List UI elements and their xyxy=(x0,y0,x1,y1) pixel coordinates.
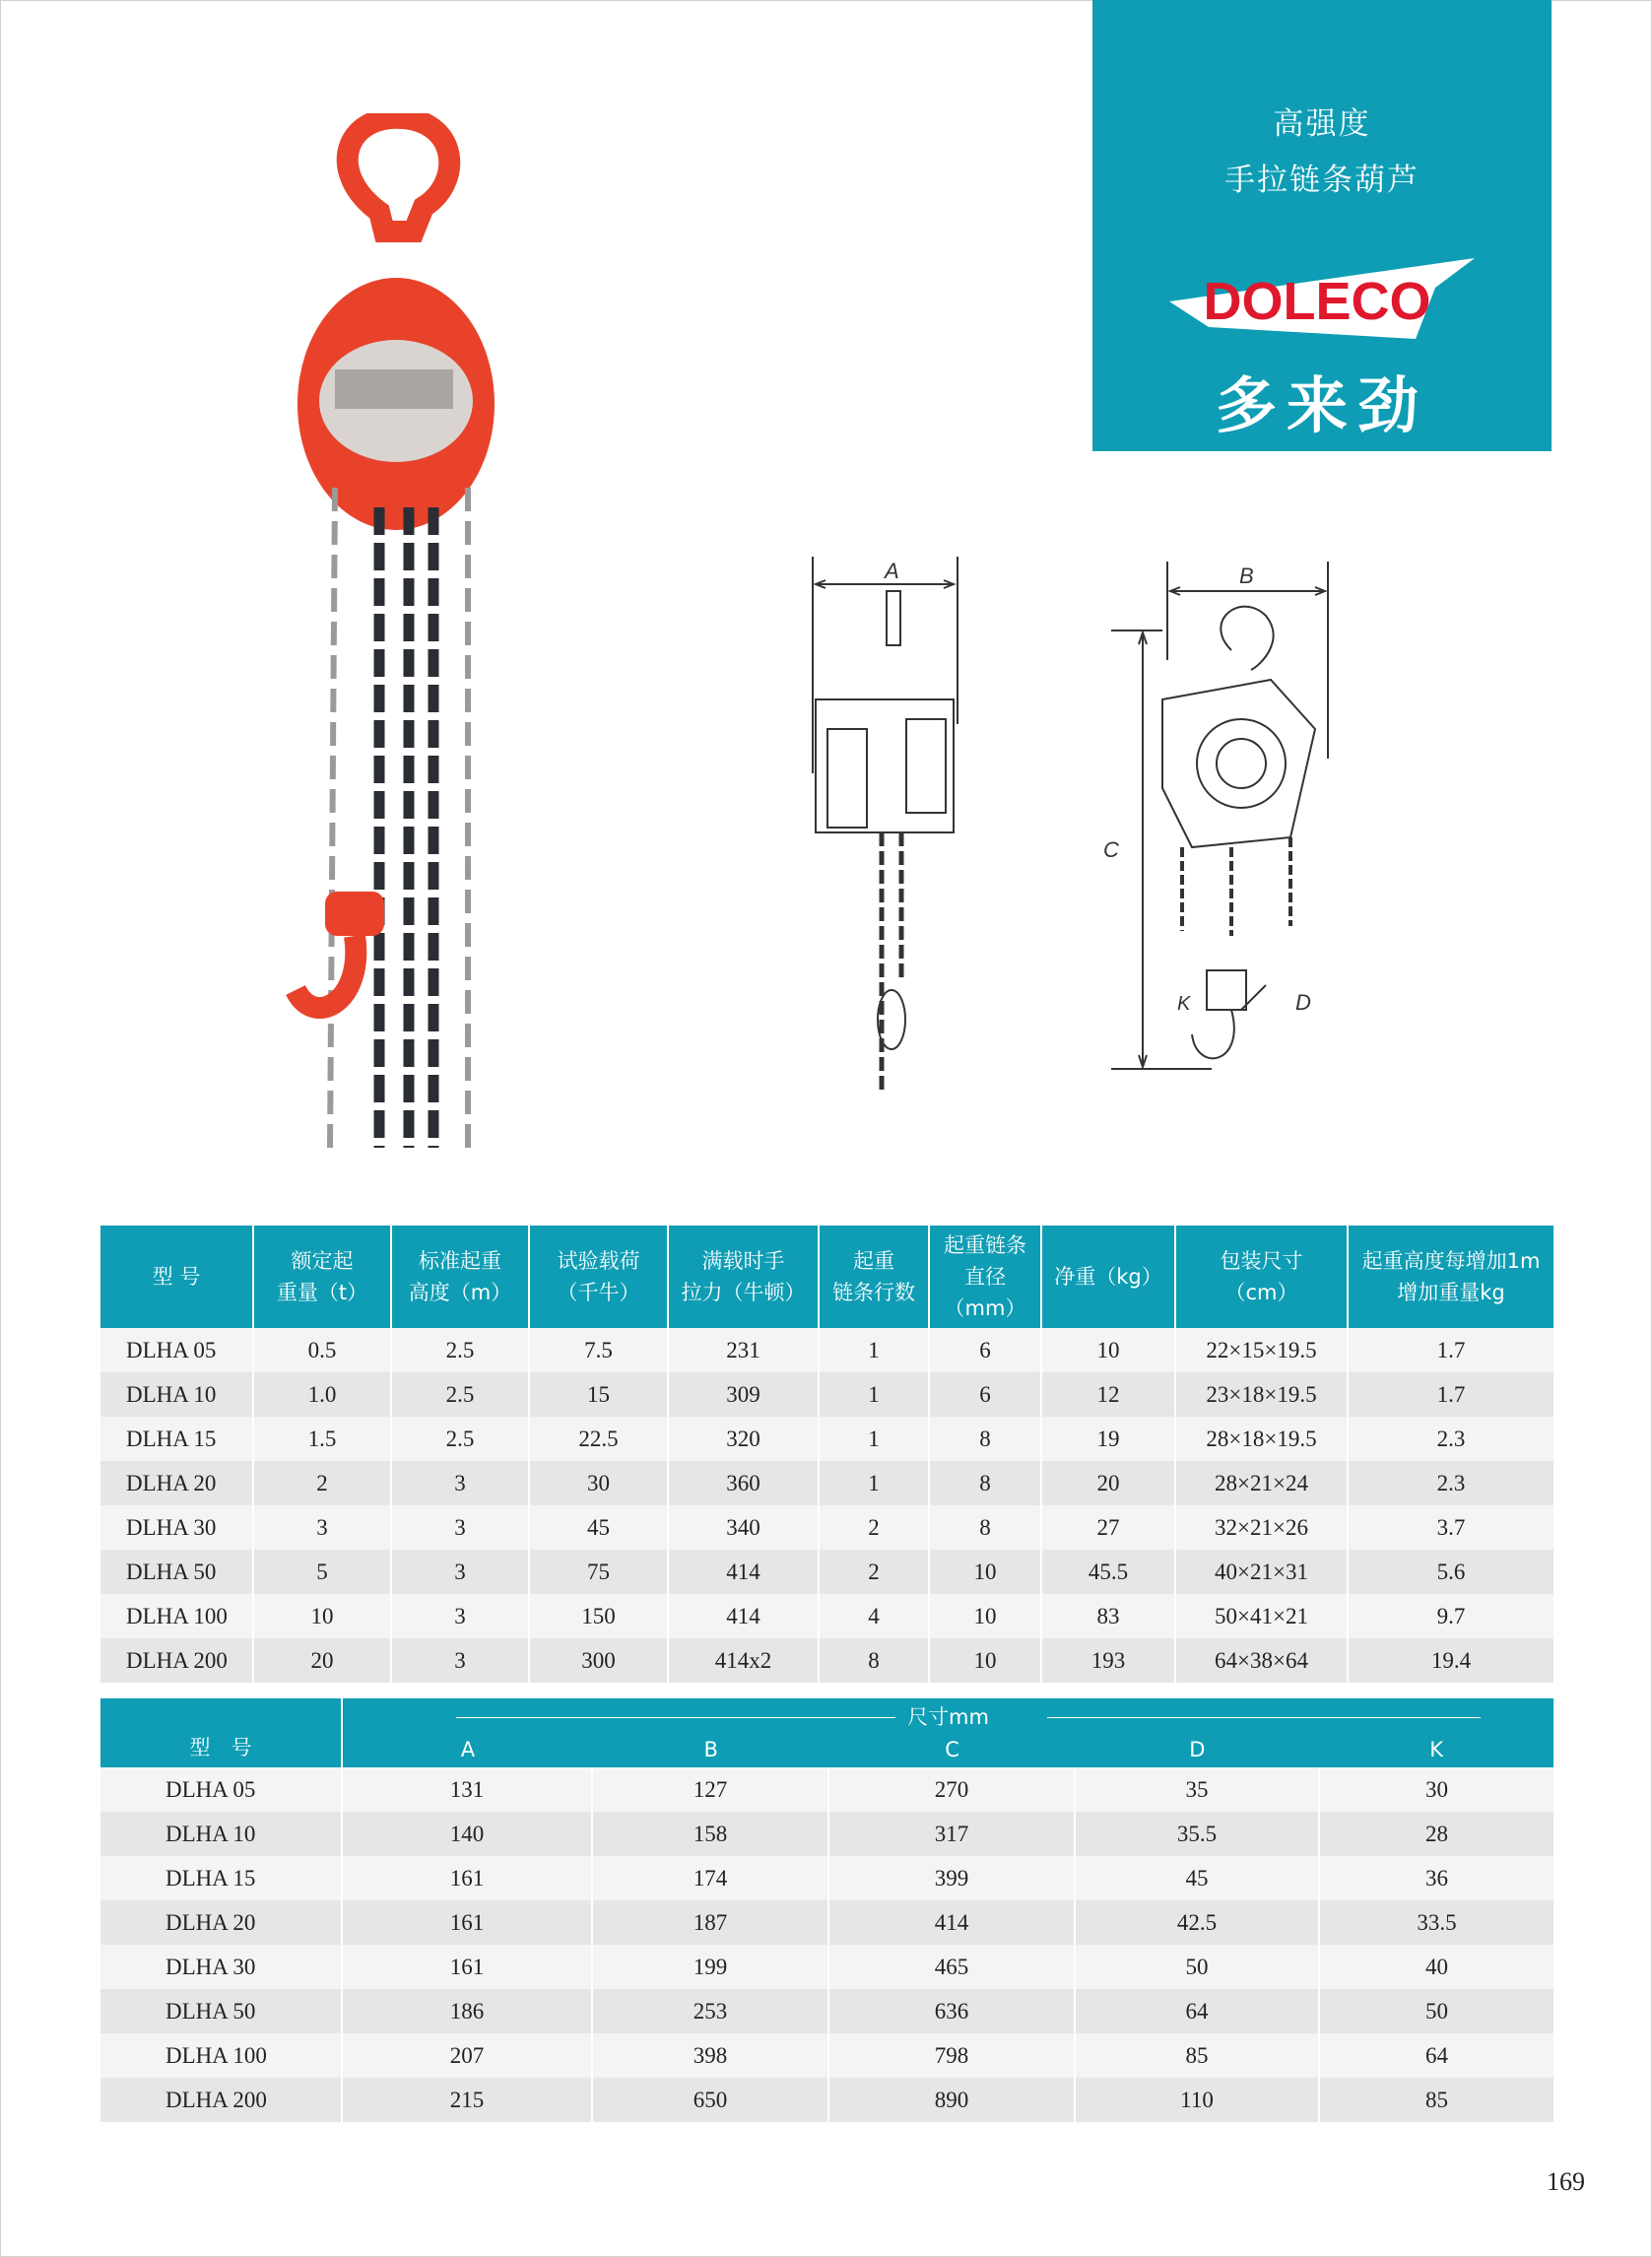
dim-cell: 174 xyxy=(592,1856,828,1900)
dim-cell: 110 xyxy=(1075,2078,1319,2122)
spec-cell: 300 xyxy=(529,1638,668,1683)
dim-column-d: D xyxy=(1189,1738,1206,1761)
dim-group-title: 尺寸mm xyxy=(895,1705,1001,1729)
spec-cell: 193 xyxy=(1041,1638,1175,1683)
spec-header-1 xyxy=(253,1226,391,1328)
dim-cell: 50 xyxy=(1319,1989,1553,2033)
label-b: B xyxy=(1239,564,1254,588)
dim-cell: 85 xyxy=(1319,2078,1553,2122)
dim-cell: 30 xyxy=(1319,1767,1553,1812)
dim-cell: 399 xyxy=(828,1856,1075,1900)
spec-header-9 xyxy=(1348,1226,1553,1328)
spec-cell: 414 xyxy=(668,1550,819,1594)
spec-table xyxy=(100,1226,1553,1683)
doleco-logo xyxy=(1169,258,1475,352)
label-d: D xyxy=(1295,990,1311,1015)
spec-cell: 1 xyxy=(819,1328,929,1372)
spec-cell: 40×21×31 xyxy=(1175,1550,1348,1594)
dim-cell: 414 xyxy=(828,1900,1075,1945)
spec-cell: 1 xyxy=(819,1417,929,1461)
dim-cell: 398 xyxy=(592,2033,828,2078)
table-row xyxy=(100,1594,1553,1638)
table-row xyxy=(100,1372,1553,1417)
dim-cell: 64 xyxy=(1319,2033,1553,2078)
dim-cell: 207 xyxy=(342,2033,592,2078)
table-row xyxy=(100,2033,1553,2078)
table-row xyxy=(100,1812,1553,1856)
logo-text: DOLECO xyxy=(1203,272,1431,331)
model-cell: DLHA 100 xyxy=(100,1594,253,1638)
spec-table-header xyxy=(100,1226,1553,1328)
dim-cell: 35.5 xyxy=(1075,1812,1319,1856)
table-row xyxy=(100,1550,1553,1594)
spec-header-line1: 净重（kg） xyxy=(1054,1265,1162,1289)
spec-header-line2: 高度（m） xyxy=(408,1281,512,1304)
spec-header-line1: 起重高度每增加1m xyxy=(1361,1249,1541,1273)
spec-cell: 3 xyxy=(391,1461,529,1505)
dim-cell: 28 xyxy=(1319,1812,1553,1856)
spec-cell: 83 xyxy=(1041,1594,1175,1638)
spec-cell: 1.5 xyxy=(253,1417,391,1461)
dim-cell: 186 xyxy=(342,1989,592,2033)
spec-cell: 3 xyxy=(253,1505,391,1550)
dim-cell: 161 xyxy=(342,1856,592,1900)
spec-cell: 3 xyxy=(391,1505,529,1550)
spec-header-6 xyxy=(929,1226,1041,1328)
spec-cell: 45 xyxy=(529,1505,668,1550)
spec-cell: 2.5 xyxy=(391,1417,529,1461)
spec-cell: 0.5 xyxy=(253,1328,391,1372)
spec-header-line1: 包装尺寸 xyxy=(1220,1249,1303,1273)
spec-header-line2: 增加重量kg xyxy=(1397,1281,1505,1304)
spec-header-line2: 直径（mm） xyxy=(944,1265,1026,1320)
model-cell: DLHA 15 xyxy=(100,1856,342,1900)
dim-cell: 40 xyxy=(1319,1945,1553,1989)
spec-cell: 1 xyxy=(819,1372,929,1417)
spec-cell: 50×41×21 xyxy=(1175,1594,1348,1638)
spec-cell: 2 xyxy=(819,1505,929,1550)
table-row xyxy=(100,1328,1553,1372)
spec-header-4 xyxy=(668,1226,819,1328)
brand-panel xyxy=(1092,0,1552,451)
spec-cell: 309 xyxy=(668,1372,819,1417)
spec-cell: 20 xyxy=(1041,1461,1175,1505)
table-row xyxy=(100,1856,1553,1900)
dim-cell: 64 xyxy=(1075,1989,1319,2033)
dim-column-k: K xyxy=(1429,1738,1444,1761)
spec-cell: 6 xyxy=(929,1328,1041,1372)
spec-cell: 3 xyxy=(391,1638,529,1683)
spec-cell: 28×21×24 xyxy=(1175,1461,1348,1505)
spec-cell: 414 xyxy=(668,1594,819,1638)
model-cell: DLHA 200 xyxy=(100,2078,342,2122)
brand-name-cn: 多来劲 xyxy=(1215,369,1428,441)
dim-cell: 158 xyxy=(592,1812,828,1856)
dim-cell: 36 xyxy=(1319,1856,1553,1900)
table-row xyxy=(100,1945,1553,1989)
dim-group-header xyxy=(342,1698,1553,1767)
dim-cell: 50 xyxy=(1075,1945,1319,1989)
spec-header-line2: 拉力（牛顿） xyxy=(681,1281,806,1304)
model-cell: DLHA 20 xyxy=(100,1461,253,1505)
spec-header-line1: 型 号 xyxy=(152,1265,201,1289)
spec-cell: 2.5 xyxy=(391,1372,529,1417)
spec-cell: 231 xyxy=(668,1328,819,1372)
dim-cell: 140 xyxy=(342,1812,592,1856)
spec-cell: 1.7 xyxy=(1348,1372,1553,1417)
spec-cell: 5 xyxy=(253,1550,391,1594)
spec-cell: 15 xyxy=(529,1372,668,1417)
label-c: C xyxy=(1103,837,1119,862)
spec-cell: 10 xyxy=(253,1594,391,1638)
spec-cell: 32×21×26 xyxy=(1175,1505,1348,1550)
spec-cell: 22×15×19.5 xyxy=(1175,1328,1348,1372)
model-cell: DLHA 30 xyxy=(100,1945,342,1989)
spec-cell: 3 xyxy=(391,1594,529,1638)
spec-cell: 414x2 xyxy=(668,1638,819,1683)
spec-cell: 6 xyxy=(929,1372,1041,1417)
dim-cell: 161 xyxy=(342,1945,592,1989)
dim-cell: 636 xyxy=(828,1989,1075,2033)
table-row xyxy=(100,1638,1553,1683)
dim-cell: 798 xyxy=(828,2033,1075,2078)
spec-cell: 27 xyxy=(1041,1505,1175,1550)
spec-cell: 10 xyxy=(929,1594,1041,1638)
spec-header-line1: 满载时手 xyxy=(701,1249,785,1273)
dim-cell: 85 xyxy=(1075,2033,1319,2078)
spec-header-5 xyxy=(819,1226,929,1328)
spec-cell: 4 xyxy=(819,1594,929,1638)
spec-cell: 2 xyxy=(253,1461,391,1505)
spec-cell: 20 xyxy=(253,1638,391,1683)
spec-header-line1: 起重 xyxy=(853,1249,894,1273)
dim-cell: 650 xyxy=(592,2078,828,2122)
spec-cell: 340 xyxy=(668,1505,819,1550)
spec-cell: 10 xyxy=(1041,1328,1175,1372)
spec-header-line2: （cm） xyxy=(1224,1281,1298,1304)
spec-cell: 1 xyxy=(819,1461,929,1505)
spec-cell: 10 xyxy=(929,1550,1041,1594)
model-cell: DLHA 05 xyxy=(100,1767,342,1812)
dim-cell: 187 xyxy=(592,1900,828,1945)
dim-column-a: A xyxy=(460,1738,476,1761)
spec-cell: 7.5 xyxy=(529,1328,668,1372)
dim-cell: 890 xyxy=(828,2078,1075,2122)
spec-header-line1: 额定起 xyxy=(291,1249,354,1273)
model-cell: DLHA 05 xyxy=(100,1328,253,1372)
label-k: K xyxy=(1177,993,1191,1015)
brand-title-line1: 高强度 xyxy=(1273,106,1371,142)
spec-cell: 28×18×19.5 xyxy=(1175,1417,1348,1461)
spec-cell: 3 xyxy=(391,1550,529,1594)
spec-header-7 xyxy=(1041,1226,1175,1328)
spec-cell: 150 xyxy=(529,1594,668,1638)
spec-cell: 22.5 xyxy=(529,1417,668,1461)
dim-cell: 253 xyxy=(592,1989,828,2033)
dim-cell: 35 xyxy=(1075,1767,1319,1812)
spec-cell: 10 xyxy=(929,1638,1041,1683)
spec-cell: 320 xyxy=(668,1417,819,1461)
label-a: A xyxy=(885,559,899,583)
model-cell: DLHA 30 xyxy=(100,1505,253,1550)
spec-cell: 360 xyxy=(668,1461,819,1505)
page-number: 169 xyxy=(1547,2167,1585,2196)
spec-cell: 1.0 xyxy=(253,1372,391,1417)
dim-cell: 33.5 xyxy=(1319,1900,1553,1945)
model-cell: DLHA 10 xyxy=(100,1812,342,1856)
model-cell: DLHA 15 xyxy=(100,1417,253,1461)
dimension-table xyxy=(100,1698,1553,2122)
brand-title-line2: 手拉链条葫芦 xyxy=(1224,163,1420,198)
dim-cell: 45 xyxy=(1075,1856,1319,1900)
dimension-table-header xyxy=(100,1698,1553,1767)
spec-cell: 8 xyxy=(929,1461,1041,1505)
spec-header-line1: 起重链条 xyxy=(944,1233,1026,1257)
spec-cell: 9.7 xyxy=(1348,1594,1553,1638)
dim-column-c: C xyxy=(945,1738,959,1761)
spec-cell: 19.4 xyxy=(1348,1638,1553,1683)
dim-cell: 127 xyxy=(592,1767,828,1812)
spec-cell: 8 xyxy=(929,1417,1041,1461)
spec-cell: 30 xyxy=(529,1461,668,1505)
model-cell: DLHA 50 xyxy=(100,1989,342,2033)
spec-cell: 8 xyxy=(929,1505,1041,1550)
dim-model-header: 型 号 xyxy=(100,1698,342,1767)
spec-header-line2: 重量（t） xyxy=(276,1281,368,1304)
model-cell: DLHA 200 xyxy=(100,1638,253,1683)
diagram-side-view xyxy=(808,557,980,1098)
dim-cell: 161 xyxy=(342,1900,592,1945)
spec-cell: 2.3 xyxy=(1348,1417,1553,1461)
model-cell: DLHA 50 xyxy=(100,1550,253,1594)
model-cell: DLHA 10 xyxy=(100,1372,253,1417)
spec-header-3 xyxy=(529,1226,668,1328)
dim-cell: 215 xyxy=(342,2078,592,2122)
dim-cell: 42.5 xyxy=(1075,1900,1319,1945)
spec-cell: 19 xyxy=(1041,1417,1175,1461)
table-row xyxy=(100,1417,1553,1461)
chain-hoist-photo xyxy=(286,113,554,1177)
table-row xyxy=(100,1505,1553,1550)
model-cell: DLHA 100 xyxy=(100,2033,342,2078)
spec-header-line1: 标准起重 xyxy=(419,1249,501,1273)
table-row xyxy=(100,1989,1553,2033)
spec-header-line1: 试验载荷 xyxy=(557,1249,640,1273)
spec-cell: 8 xyxy=(819,1638,929,1683)
dim-cell: 465 xyxy=(828,1945,1075,1989)
spec-cell: 45.5 xyxy=(1041,1550,1175,1594)
spec-cell: 75 xyxy=(529,1550,668,1594)
spec-cell: 12 xyxy=(1041,1372,1175,1417)
spec-cell: 5.6 xyxy=(1348,1550,1553,1594)
spec-cell: 2.5 xyxy=(391,1328,529,1372)
dim-cell: 199 xyxy=(592,1945,828,1989)
spec-cell: 23×18×19.5 xyxy=(1175,1372,1348,1417)
spec-cell: 2 xyxy=(819,1550,929,1594)
dim-column-b: B xyxy=(703,1738,718,1761)
spec-cell: 3.7 xyxy=(1348,1505,1553,1550)
spec-header-8 xyxy=(1175,1226,1348,1328)
dim-cell: 270 xyxy=(828,1767,1075,1812)
model-cell: DLHA 20 xyxy=(100,1900,342,1945)
dim-cell: 317 xyxy=(828,1812,1075,1856)
spec-header-2 xyxy=(391,1226,529,1328)
dim-cell: 131 xyxy=(342,1767,592,1812)
table-row xyxy=(100,1767,1553,1812)
table-row xyxy=(100,1461,1553,1505)
spec-cell: 2.3 xyxy=(1348,1461,1553,1505)
spec-cell: 1.7 xyxy=(1348,1328,1553,1372)
table-row xyxy=(100,1900,1553,1945)
diagram-front-view xyxy=(1103,562,1340,1098)
spec-header-line2: 链条行数 xyxy=(832,1281,915,1304)
spec-header-0 xyxy=(100,1226,253,1328)
spec-cell: 64×38×64 xyxy=(1175,1638,1348,1683)
table-row xyxy=(100,2078,1553,2122)
spec-header-line2: （千牛） xyxy=(557,1281,640,1304)
